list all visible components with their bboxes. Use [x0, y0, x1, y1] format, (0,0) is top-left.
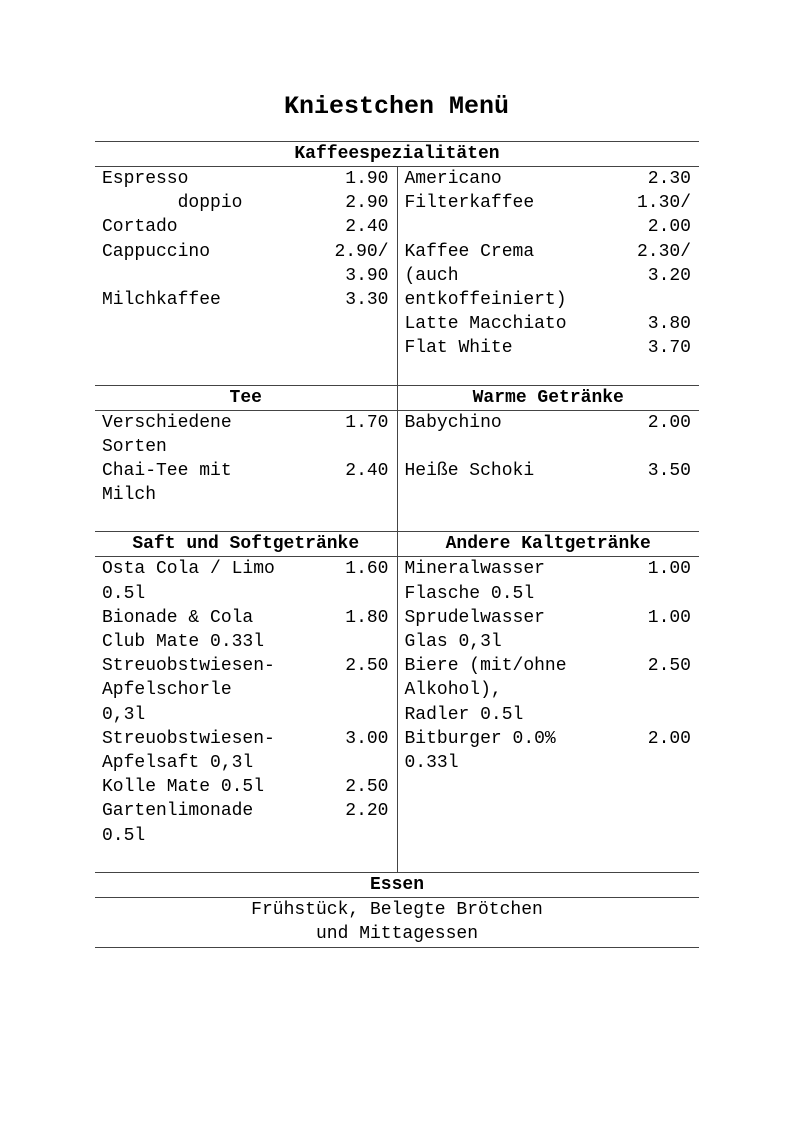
- menu-item: [405, 459, 692, 483]
- menu-item-price: 2.50: [647, 656, 691, 677]
- section-header-andere-kaltgetraenke: Andere Kaltgetränke: [445, 534, 651, 555]
- essen-text: Frühstück, Belegte Brötchen und Mittagessen: [95, 898, 699, 948]
- menu-item-price: 1.30/ 2.00: [636, 193, 691, 238]
- menu-item-price: 1.80: [345, 607, 389, 628]
- menu-item-price: 3.70: [647, 338, 691, 359]
- menu-item-price: 1.90: [345, 169, 389, 189]
- menu-item: [405, 606, 692, 654]
- section-header-tee-warm: [95, 385, 699, 411]
- kaffee-left-column: [95, 167, 398, 385]
- menu-item-name: Gartenlimonade 0.5l: [102, 801, 254, 846]
- menu-item: [102, 606, 389, 654]
- menu-item-name: Osta Cola / Limo 0.5l: [102, 559, 275, 604]
- menu-item: [405, 727, 692, 775]
- section-header-kaffee: Kaffeespezialitäten: [95, 141, 699, 167]
- page-title: Kniestchen Menü: [283, 92, 510, 121]
- section-kaffee: [95, 167, 699, 385]
- menu-item-price: 3.80: [647, 314, 691, 335]
- menu-item-price: 1.00: [647, 607, 691, 628]
- menu-item-name: Cortado: [102, 217, 178, 238]
- menu-item-price: 2.40: [345, 461, 389, 482]
- menu-item: [102, 167, 389, 191]
- menu-item-name: Espresso: [102, 169, 189, 189]
- section-tee: [95, 411, 699, 532]
- menu-item-name: Verschiedene Sorten: [102, 412, 232, 457]
- menu-item: [102, 727, 389, 775]
- menu-item-price: 2.90: [345, 193, 389, 214]
- menu-item: [405, 654, 692, 727]
- menu-table: [95, 141, 699, 948]
- menu-item-price: 1.60: [345, 559, 389, 580]
- kalt-right-column: [398, 557, 700, 871]
- menu-item-name: Biere (mit/ohne Alkohol), Radler 0.5l: [404, 656, 567, 725]
- menu-item-name: doppio: [102, 193, 243, 214]
- menu-item-name: Flat White: [404, 338, 513, 359]
- menu-item: [102, 799, 389, 847]
- menu-item: [102, 191, 389, 215]
- menu-item-price: 2.00: [647, 728, 691, 749]
- menu-item: [102, 459, 389, 507]
- menu-item-price: 2.00: [647, 412, 691, 433]
- menu-item-name: Streuobstwiesen- Apfelsaft 0,3l: [102, 728, 275, 774]
- menu-item-name: Heiße Schoki: [404, 461, 535, 482]
- kalt-left-column: [95, 557, 398, 871]
- menu-item: [102, 557, 389, 605]
- menu-item: [405, 411, 692, 435]
- section-header-saft: Saft und Softgetränke: [95, 532, 398, 556]
- tee-left-column: [95, 411, 398, 532]
- section-header-tee: Tee: [95, 386, 398, 410]
- menu-item: [102, 411, 389, 459]
- menu-item-price: 1.00: [647, 559, 691, 580]
- menu-item-name: Kolle Mate 0.5l: [102, 777, 265, 798]
- menu-item-name: Kaffee Crema (auch entkoffeiniert): [404, 241, 567, 311]
- menu-item-name: Babychino: [404, 412, 502, 433]
- menu-item-price: 3.50: [647, 461, 691, 482]
- menu-item: [102, 654, 389, 727]
- menu-item: [405, 167, 692, 191]
- section-header-kalt: [95, 531, 699, 557]
- menu-item-name: Bionade & Cola Club Mate 0.33l: [102, 607, 265, 653]
- menu-item-name: Latte Macchiato: [404, 314, 567, 335]
- section-header-essen: Essen: [95, 872, 699, 898]
- menu-item: [102, 775, 389, 799]
- menu-item-name: Milchkaffee: [102, 290, 221, 311]
- menu-item-name: Sprudelwasser Glas 0,3l: [404, 607, 545, 653]
- menu-item-name: Streuobstwiesen- Apfelschorle 0,3l: [102, 656, 275, 725]
- section-kalt: [95, 557, 699, 871]
- kaffee-right-column: [398, 167, 700, 385]
- menu-item-price: 2.30: [647, 169, 691, 189]
- menu-item-price: 3.00: [345, 728, 389, 749]
- menu-item: [405, 312, 692, 336]
- menu-item-name: Filterkaffee: [404, 193, 535, 214]
- menu-item: [405, 336, 692, 360]
- menu-item-price: 2.50: [345, 656, 389, 677]
- menu-item-price: 2.90/ 3.90: [334, 241, 389, 286]
- menu-item-name: Mineralwasser Flasche 0.5l: [404, 559, 545, 604]
- menu-item-name: Chai-Tee mit Milch: [102, 461, 232, 506]
- section-header-warme-getraenke: Warme Getränke: [472, 387, 624, 408]
- menu-item: [102, 288, 389, 312]
- menu-item-price: 3.30: [345, 290, 389, 311]
- menu-item: [405, 240, 692, 313]
- menu-item-price: 1.70: [345, 412, 389, 433]
- menu-item-name: Americano: [404, 169, 502, 189]
- menu-item-price: 2.50: [345, 777, 389, 798]
- menu-item: [405, 191, 692, 239]
- menu-item: [405, 435, 692, 459]
- menu-item-price: 2.20: [345, 801, 389, 822]
- menu-item-price: 2.30/ 3.20: [636, 241, 691, 286]
- menu-item: [102, 240, 389, 288]
- menu-item: [405, 557, 692, 605]
- menu-item-name: Bitburger 0.0% 0.33l: [404, 728, 556, 774]
- menu-item-name: Cappuccino: [102, 241, 211, 262]
- menu-item: [102, 215, 389, 239]
- menu-item-price: 2.40: [345, 217, 389, 238]
- tee-right-column: [398, 411, 700, 532]
